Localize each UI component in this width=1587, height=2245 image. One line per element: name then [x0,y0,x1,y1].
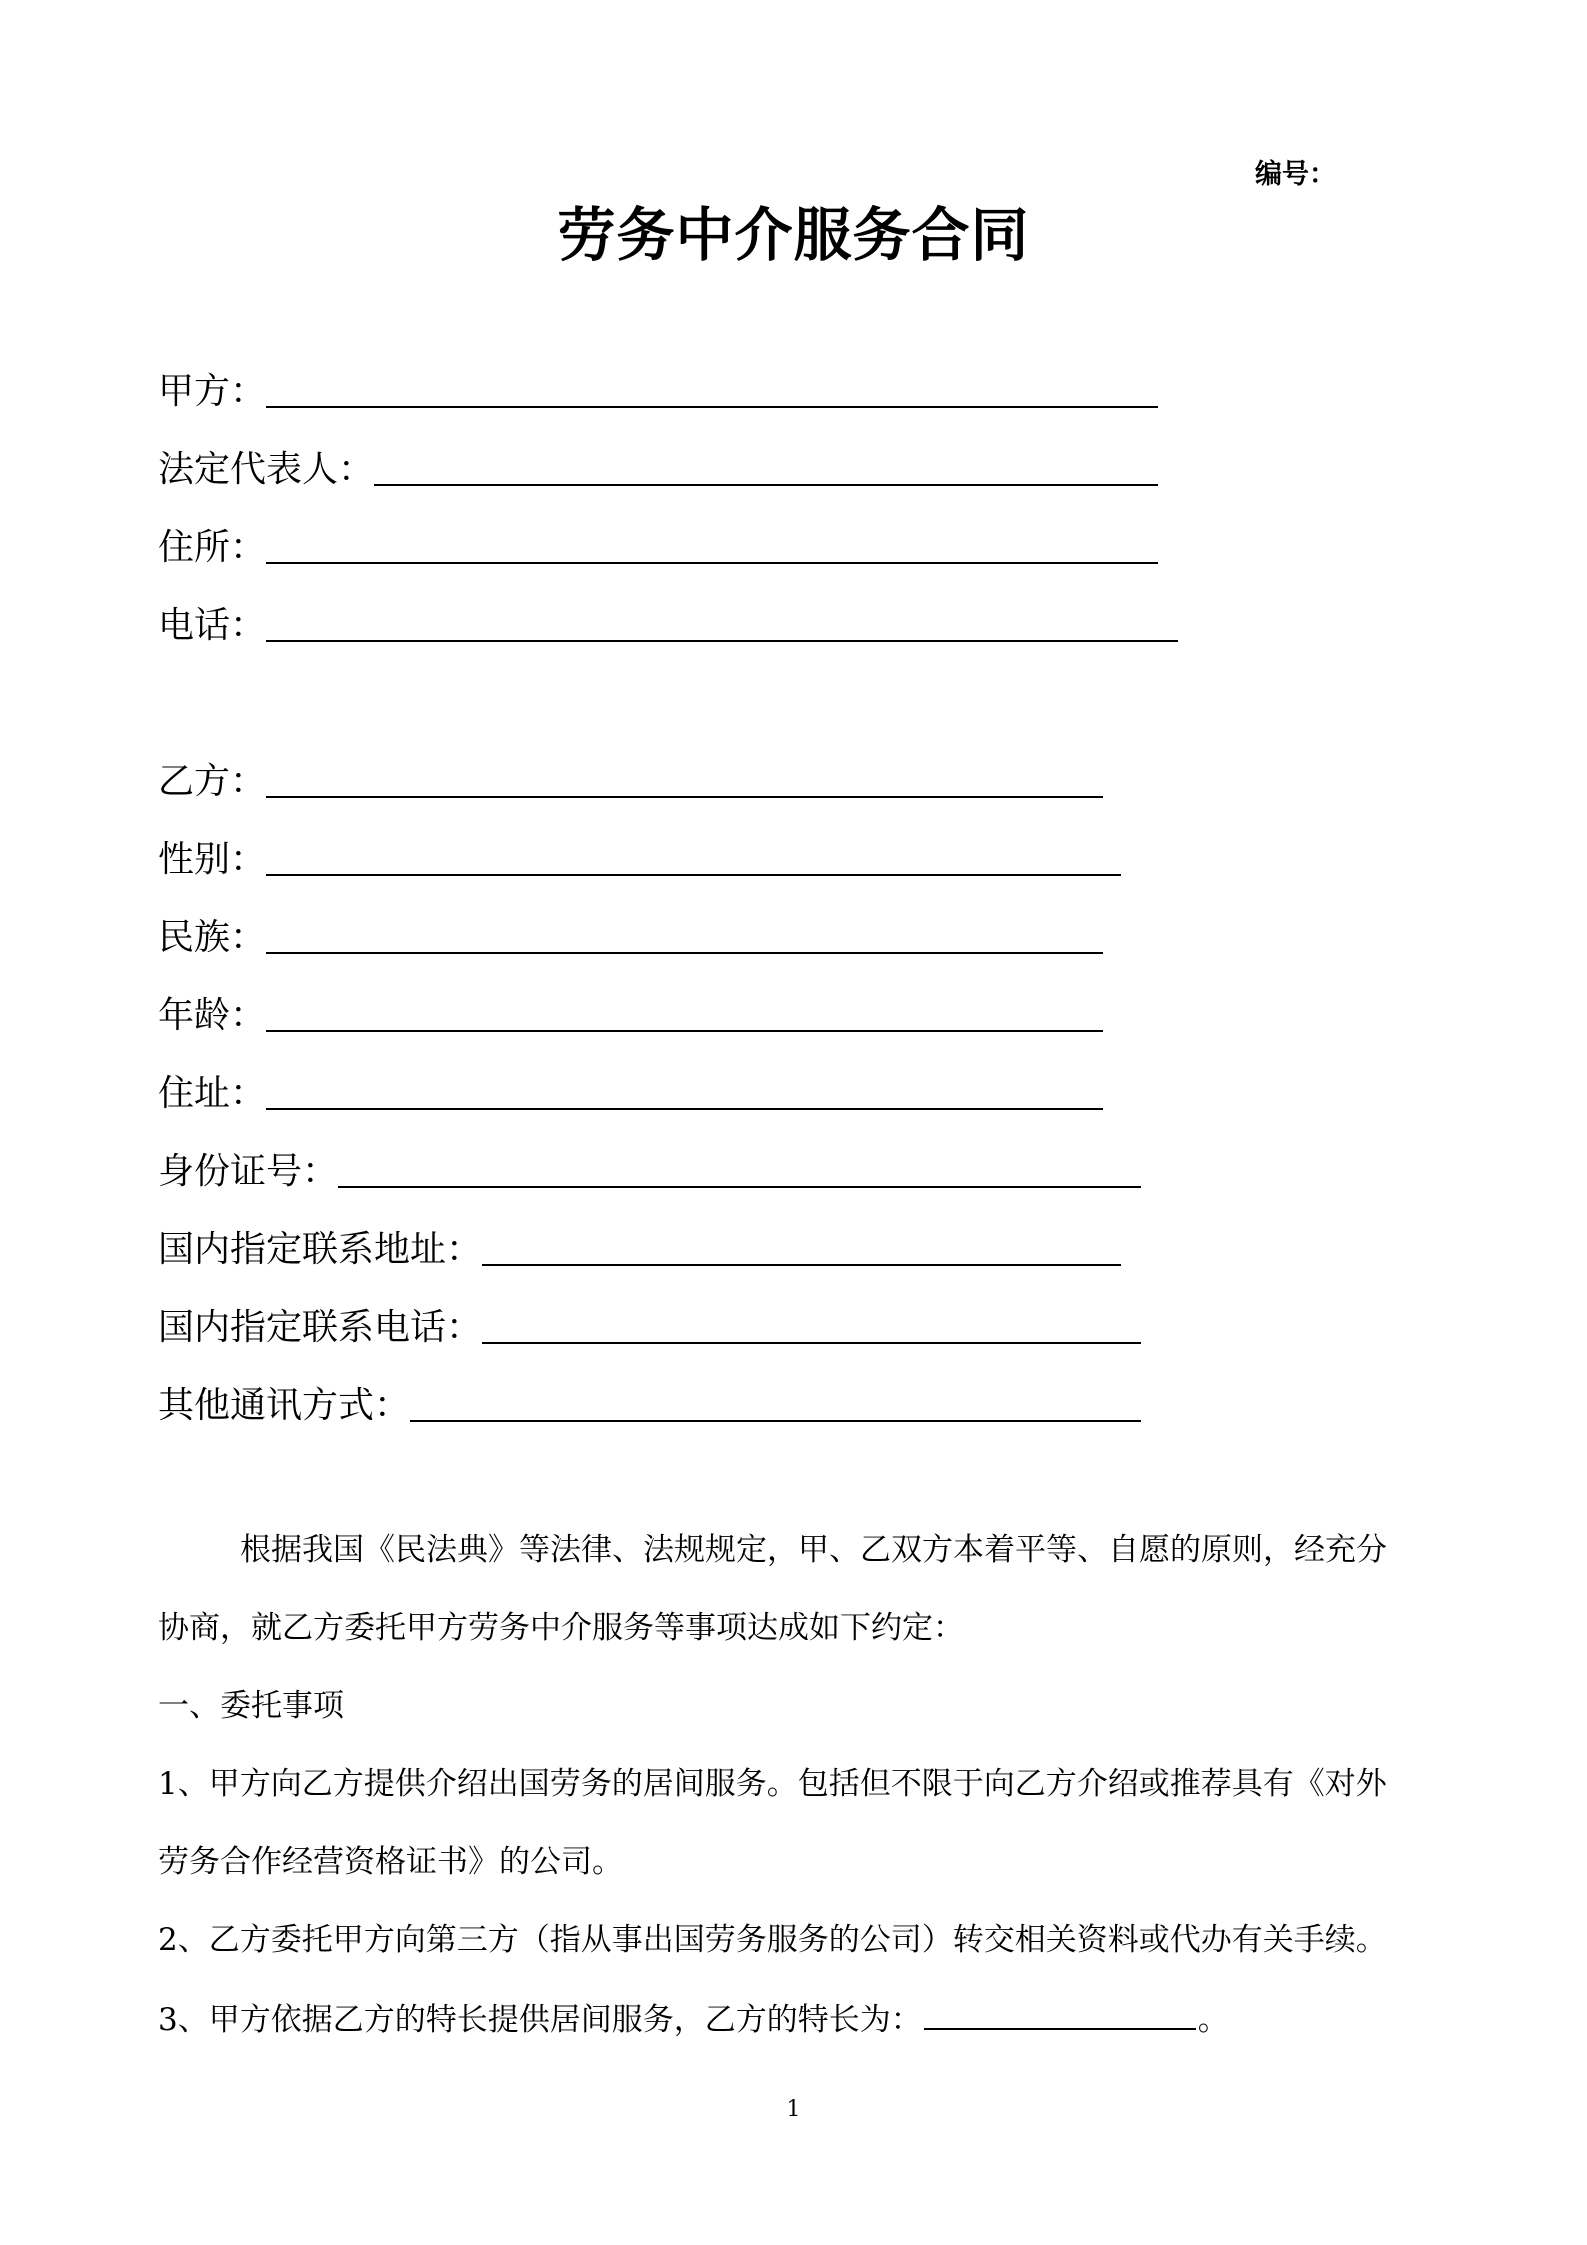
item-1-line-2: 劳务合作经营资格证书》的公司。 [158,1844,623,1880]
party-a-address-field[interactable] [158,518,1158,570]
fill-in-line[interactable] [266,561,1158,564]
contract-title: 劳务中介服务合同 [557,201,1030,269]
field-label: 法定代表人： [158,449,375,490]
serial-number-label: 编号： [1255,159,1336,190]
party-b-field[interactable] [158,752,1103,804]
fill-in-line[interactable] [482,1263,1121,1266]
field-label: 甲方： [158,371,267,412]
party-a-phone-field[interactable] [158,596,1178,648]
field-label: 身份证号： [158,1151,339,1192]
fill-in-line[interactable] [266,639,1178,642]
gender-field[interactable] [158,830,1121,882]
intro-paragraph-line-2: 协商，就乙方委托甲方劳务中介服务等事项达成如下约定： [158,1610,964,1646]
fill-in-line[interactable] [266,1029,1103,1032]
field-label: 其他通讯方式： [158,1385,411,1426]
legal-representative-field[interactable] [158,440,1158,492]
ethnicity-field[interactable] [158,908,1103,960]
domestic-contact-address-field[interactable] [158,1220,1121,1272]
field-label: 住址： [158,1073,267,1114]
fill-in-line[interactable] [266,873,1121,876]
specialty-blank[interactable] [924,1998,1196,2030]
domestic-contact-phone-field[interactable] [158,1298,1141,1350]
item-3-suffix: 。 [1197,2002,1229,2038]
item-3 [158,1998,1229,2040]
fill-in-line[interactable] [482,1341,1141,1344]
section-1-heading: 一、委托事项 [158,1688,344,1724]
field-label: 民族： [158,917,267,958]
fill-in-line[interactable] [338,1185,1141,1188]
item-3-prefix: 3、甲方依据乙方的特长提供居间服务，乙方的特长为： [158,2002,922,2038]
id-number-field[interactable] [158,1142,1141,1194]
intro-paragraph-line-1: 根据我国《民法典》等法律、法规规定，甲、乙双方本着平等、自愿的原则，经充分 [240,1532,1387,1568]
item-2: 2、乙方委托甲方向第三方（指从事出国劳务服务的公司）转交相关资料或代办有关手续。 [158,1922,1387,1958]
field-label: 国内指定联系地址： [158,1229,483,1270]
field-label: 性别： [158,839,267,880]
fill-in-line[interactable] [266,951,1103,954]
field-label: 年龄： [158,995,267,1036]
field-label: 乙方： [158,761,267,802]
page-number: 1 [786,2097,801,2122]
field-label: 电话： [158,605,267,646]
party-a-field[interactable] [158,362,1158,414]
fill-in-line[interactable] [266,1107,1103,1110]
item-1-line-1: 1、甲方向乙方提供介绍出国劳务的居间服务。包括但不限于向乙方介绍或推荐具有《对外 [158,1766,1387,1802]
fill-in-line[interactable] [410,1419,1141,1422]
field-label: 国内指定联系电话： [158,1307,483,1348]
fill-in-line[interactable] [266,405,1158,408]
field-label: 住所： [158,527,267,568]
fill-in-line[interactable] [374,483,1158,486]
age-field[interactable] [158,986,1103,1038]
party-b-address-field[interactable] [158,1064,1103,1116]
fill-in-line[interactable] [266,795,1103,798]
other-contact-field[interactable] [158,1376,1141,1428]
